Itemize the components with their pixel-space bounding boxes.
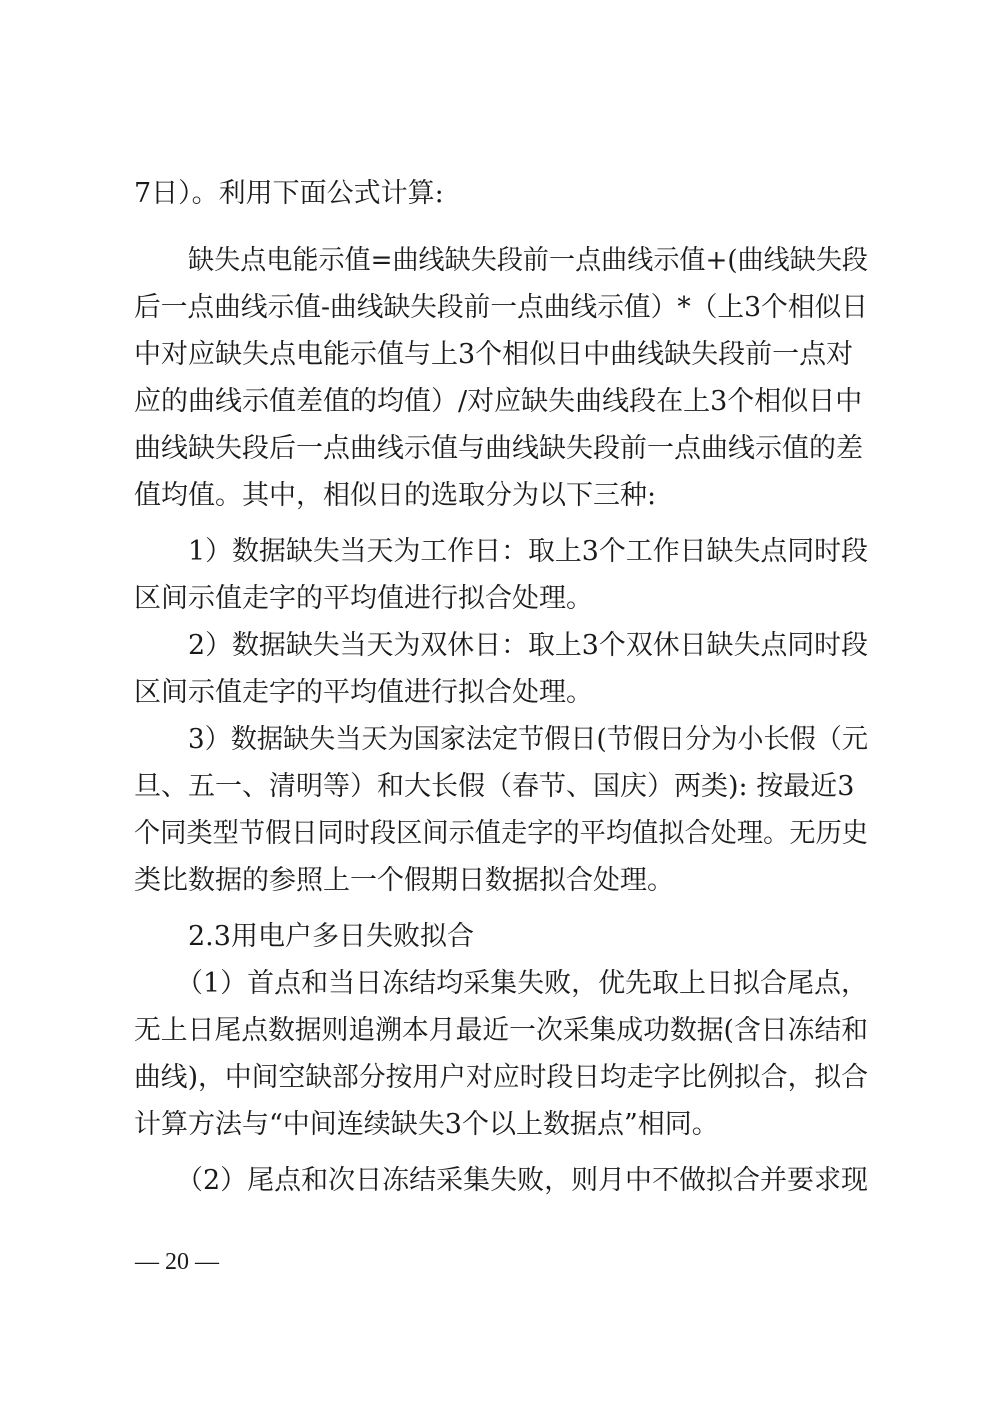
text-line-5: 应的曲线示值差值的均值）/对应缺失曲线段在上3个相似日中 <box>134 386 863 417</box>
text-line-11: 区间示值走字的平均值进行拟合处理。 <box>134 677 593 708</box>
text-line-10: 2）数据缺失当天为双休日：取上3个双休日缺失点同时段 <box>188 630 868 661</box>
text-line-13: 旦、五一、清明等）和大长假（春节、国庆）两类): 按最近3 <box>134 771 855 802</box>
text-line-19: 曲线)，中间空缺部分按用户对应时段日均走字比例拟合，拟合 <box>134 1062 868 1093</box>
text-line-3: 后一点曲线示值-曲线缺失段前一点曲线示值）*（上3个相似日 <box>134 292 868 323</box>
text-line-7: 值均值。其中，相似日的选取分为以下三种: <box>134 480 657 511</box>
text-line-6: 曲线缺失段后一点曲线示值与曲线缺失段前一点曲线示值的差 <box>134 433 863 464</box>
text-line-18: 无上日尾点数据则追溯本月最近一次采集成功数据(含日冻结和 <box>134 1015 868 1046</box>
text-line-14: 个同类型节假日同时段区间示值走字的平均值拟合处理。无历史 <box>134 818 868 849</box>
text-line-20: 计算方法与“中间连续缺失3个以上数据点”相同。 <box>134 1109 719 1140</box>
page-number: — 20 — <box>135 1249 219 1275</box>
text-line-17: （1）首点和当日冻结均采集失败，优先取上日拟合尾点， <box>176 968 868 999</box>
text-line-21: （2）尾点和次日冻结采集失败，则月中不做拟合并要求现 <box>176 1165 868 1196</box>
text-line-9: 区间示值走字的平均值进行拟合处理。 <box>134 583 593 614</box>
text-line-4: 中对应缺失点电能示值与上3个相似日中曲线缺失段前一点对 <box>134 339 854 370</box>
text-line-12: 3）数据缺失当天为国家法定节假日(节假日分为小长假（元 <box>188 724 868 755</box>
section-heading-2-3: 2.3用电户多日失败拟合 <box>188 921 474 952</box>
text-line-1: 7日）。利用下面公式计算: <box>134 178 444 209</box>
text-line-15: 类比数据的参照上一个假期日数据拟合处理。 <box>134 865 674 896</box>
text-line-8: 1）数据缺失当天为工作日：取上3个工作日缺失点同时段 <box>188 536 868 567</box>
text-line-2: 缺失点电能示值=曲线缺失段前一点曲线示值+(曲线缺失段 <box>188 245 868 276</box>
